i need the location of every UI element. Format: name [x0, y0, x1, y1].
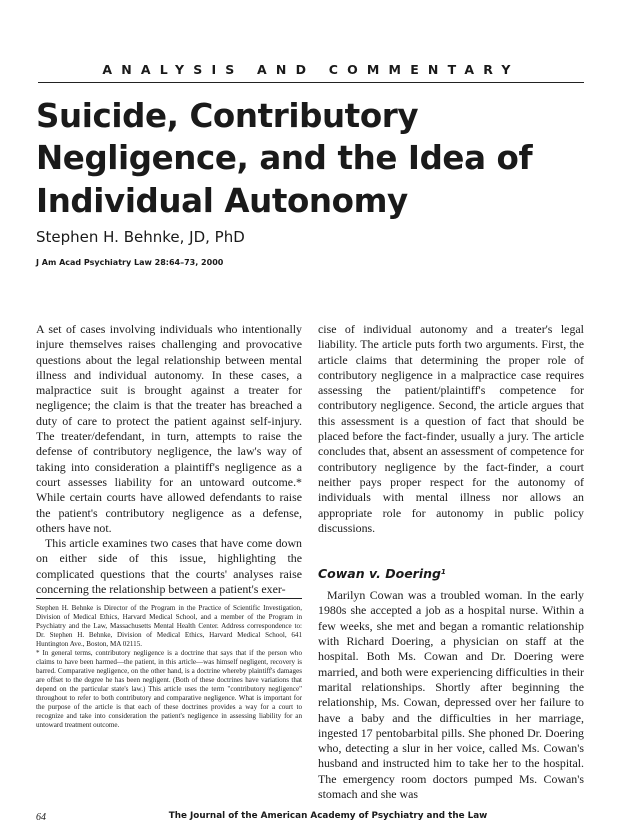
header-rule	[38, 82, 584, 83]
author-byline: Stephen H. Behnke, JD, PhD	[36, 228, 245, 246]
section-heading-text: Cowan v. Doering	[318, 566, 441, 582]
article-title	[36, 95, 576, 222]
author-note: Stephen H. Behnke is Director of the Program in the Practice of Scientific Investigation, Division of Medical Ethics, Harvard Medical School, and a member of the Program in Psychiatry and the Law, Massachusetts Mental Health Center. Address correspondence to: Dr. Stephen H. Behnke, Division of Medical Ethics, Harvard Medical School, 641 Huntington Ave., Boston, MA 02115.	[36, 604, 302, 648]
body-paragraph: This article examines two cases that have come down on either side of this issue, highlighting the complicated questions that the courts' analyses raise concerning the relationship between a patient's exer-	[36, 536, 302, 597]
footnotes	[36, 598, 302, 730]
footnote-rule	[36, 598, 302, 599]
body-paragraph: Marilyn Cowan was a troubled woman. In the early 1980s she accepted a job as a hospital nurse. Within a few weeks, she met and began a romantic relationship with Richard Doering, a physician on staff at the hospital. Both Ms. Cowan and Dr. Doering were married, and both were experiencing difficulties in their marital relationships. Shortly after beginning the relationship, Ms. Cowan, depressed over her failure to have a baby and the difficulties in her marriage, ingested 17 pentobarbital pills. She phoned Dr. Doering who, detecting a slur in her voice, called Ms. Cowan's husband and instructed him to take her to the hospital. The emergency room doctors pumped Ms. Cowan's stomach and she was	[318, 588, 584, 802]
title-line: Negligence, and the Idea of	[36, 139, 533, 178]
right-column	[318, 322, 584, 802]
section-heading-ref: 1	[440, 568, 446, 577]
title-line: Suicide, Contributory	[36, 97, 419, 135]
body-paragraph: A set of cases involving individuals who intentionally injure themselves raises challenging and provocative questions about the legal relationship between mental illness and individual autonomy. In these cases, a malpractice suit is brought against a treater for negligence; the claim is that the treater has breached a duty of care to protect the patient against self-injury. The treater/defendant, in turn, attempts to raise the defense of contributory negligence, the law's way of taking into consideration a plaintiff's negligence as a court assesses liability for an untoward outcome.* While certain courts have allowed defendants to raise the patient's contributory negligence as a defense, others have not.	[36, 322, 302, 535]
footnote-star: * In general terms, contributory negligence is a doctrine that says that if the person who claims to have been harmed—the patient, in this article—was himself negligent, recovery is barred. Comparative negligence, on the other hand, is a doctrine whereby plaintiff's damages are offset to the degree he has been negligent. (Both of these doctrines have variations that depend on the particular state's law.) This article uses the term "contributory negligence" throughout to refer to both contributory and comparative negligence. What is important for the purpose of the article is that each of these doctrines provides a way for a court to recognize and take into consideration the patient's negligence in assessing liability for an untoward treatment outcome.	[36, 649, 302, 729]
page-number: 64	[36, 812, 46, 823]
journal-name: The Journal of the American Academy of Psychiatry and the Law	[168, 811, 488, 821]
left-column	[36, 322, 302, 597]
title-line: Individual Autonomy	[36, 181, 408, 220]
citation: J Am Acad Psychiatry Law 28:64–73, 2000	[36, 258, 224, 267]
section-heading	[318, 566, 584, 582]
body-paragraph: cise of individual autonomy and a treater's legal liability. The article puts forth two arguments. First, the article claims that determining the proper role of contributory negligence in a malpractice case requires assessing the patient/plaintiff's competence for contributory negligence. Second, the article argues that this assessment is a question of fact that should be placed before the fact-finder, usually a jury. The article concludes that, absent an assessment of competence for contributory negligence by the fact-finder, a court neither pays proper respect for the autonomy of individuals with mental illness nor allows an appropriate role for autonomy in public policy discussions.	[318, 322, 584, 535]
section-label: ANALYSIS AND COMMENTARY	[102, 62, 520, 77]
